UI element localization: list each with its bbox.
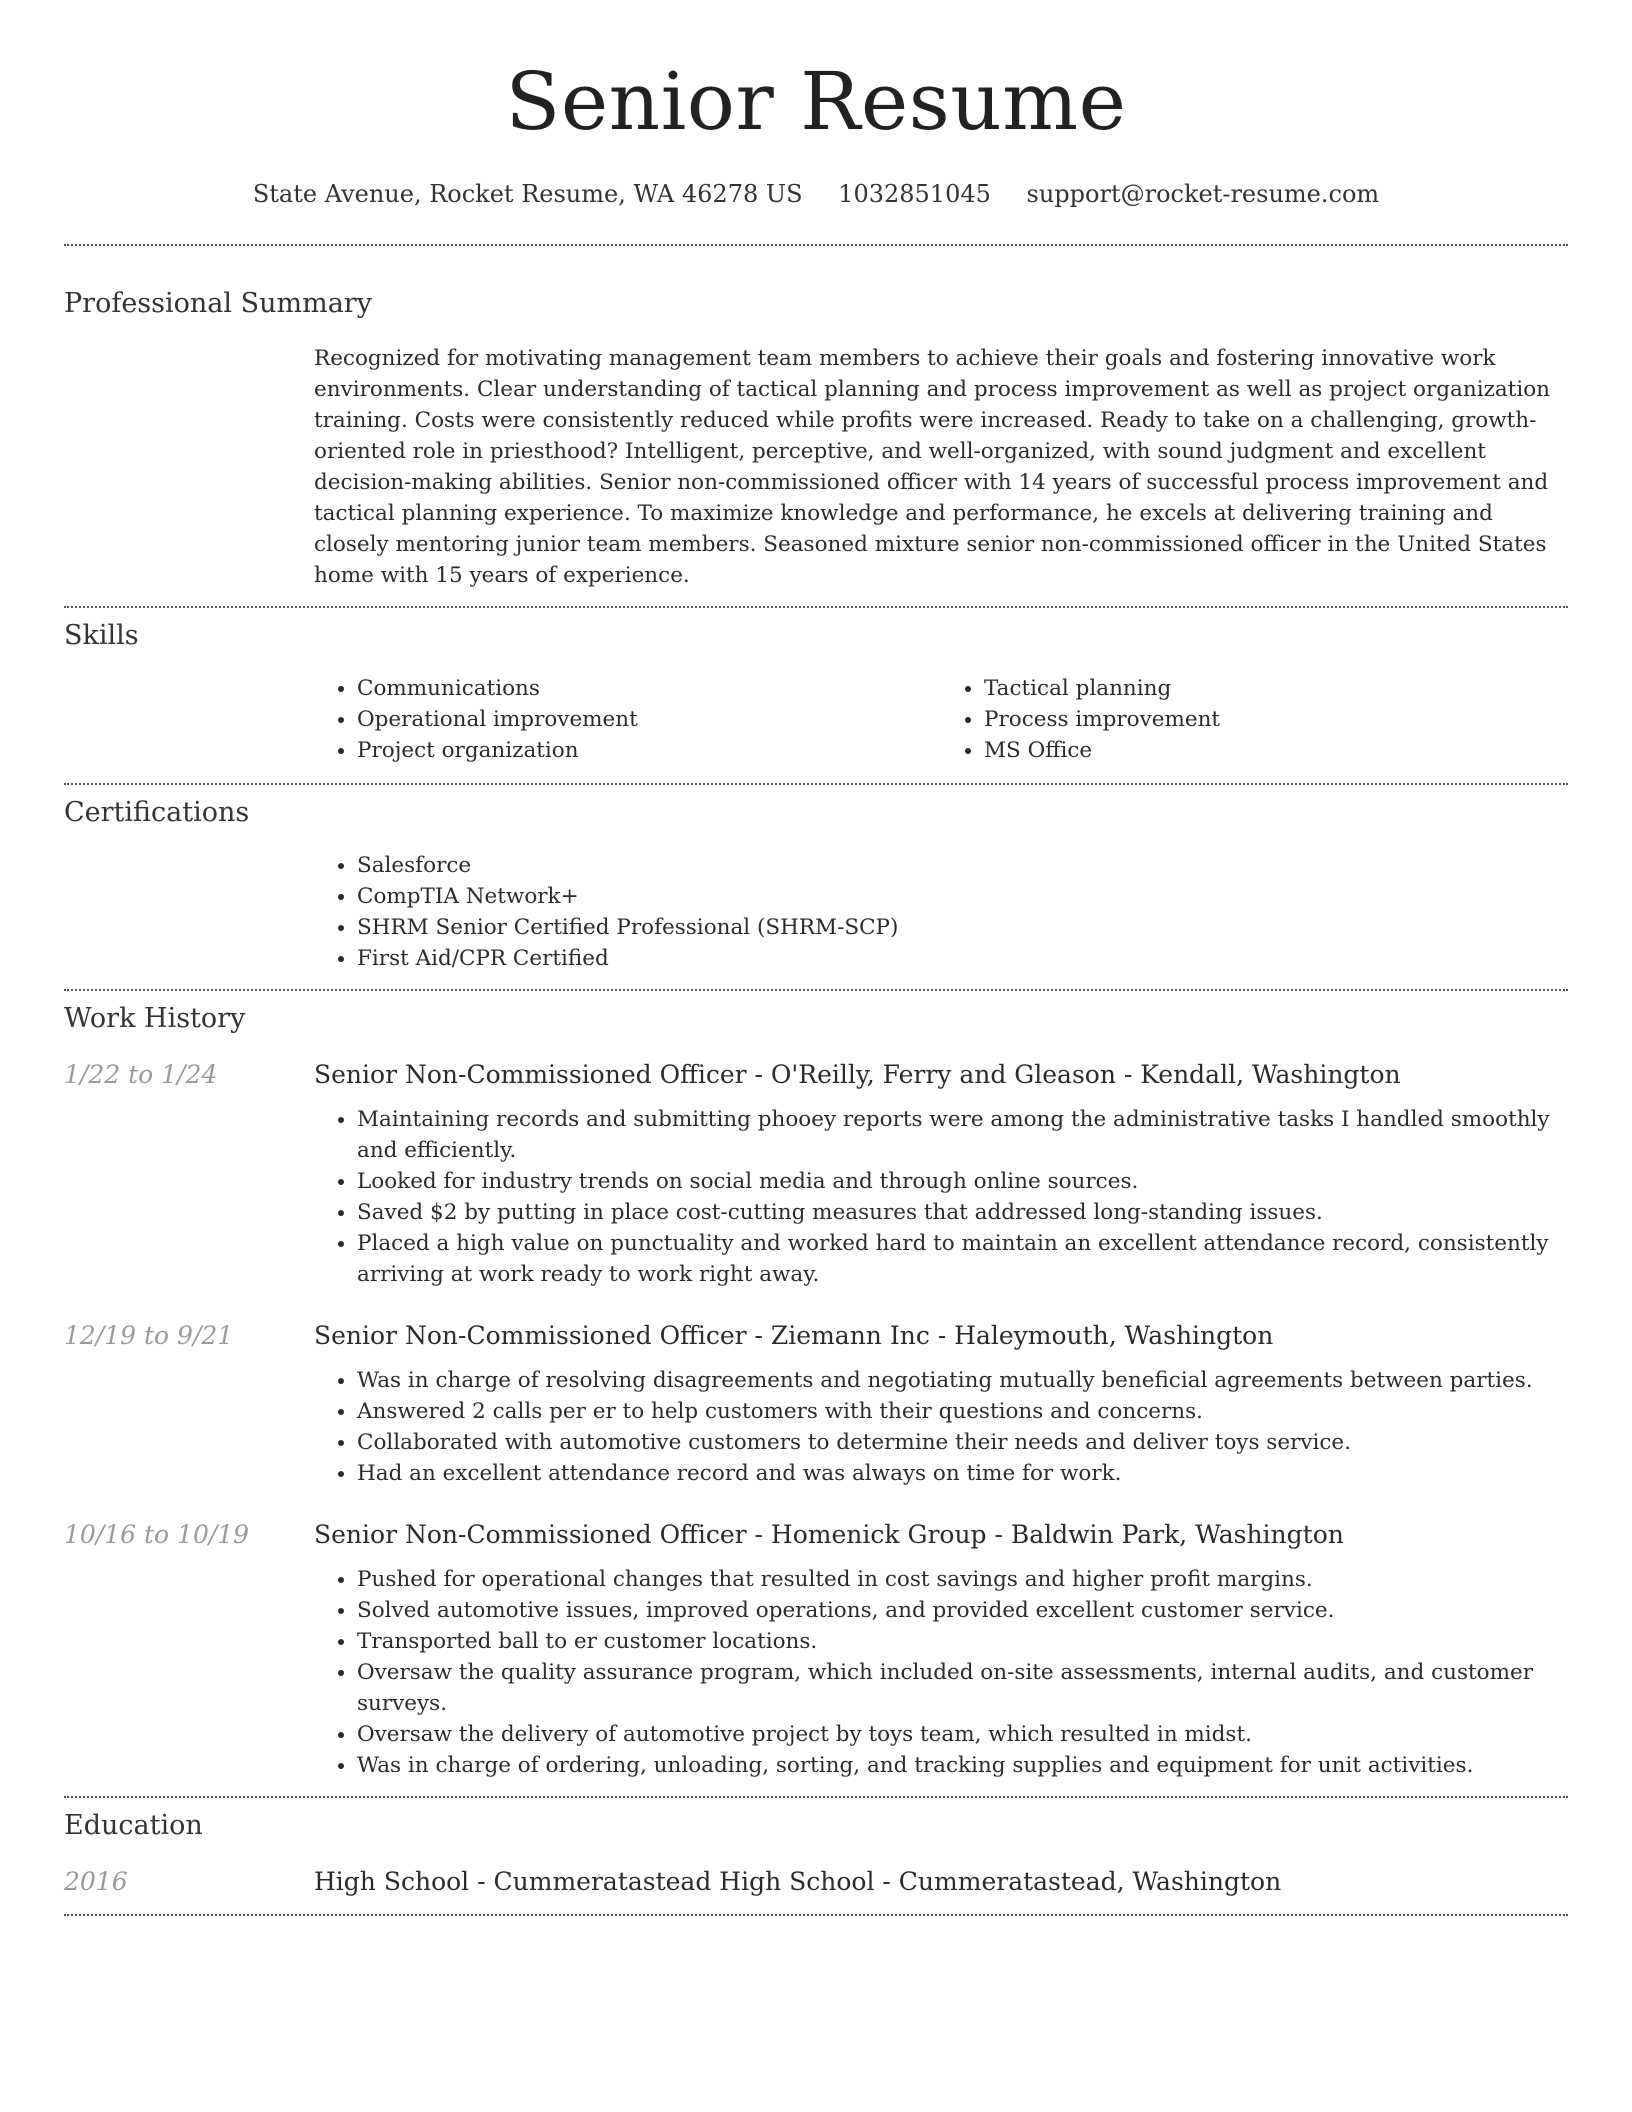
work-history-heading: Work History (64, 1003, 246, 1034)
summary-section (64, 246, 1568, 591)
job-bullets (314, 1365, 1568, 1489)
job-bullet: • Pushed for operational changes that resulted in cost savings and higher profit margins. (357, 1564, 1568, 1595)
job-bullet: • Was in charge of resolving disagreements and negotiating mutually beneficial agreements between parties. (357, 1365, 1568, 1396)
certifications-list-wrap (314, 850, 1568, 974)
skill-item: • MS Office (984, 735, 1568, 766)
job-entry (64, 1058, 1568, 1290)
job-bullet: • Collaborated with automotive customers to determine their needs and deliver toys service. (357, 1427, 1568, 1458)
job-header (64, 1518, 1568, 1552)
skills-grid (314, 673, 1568, 766)
certification-item: • CompTIA Network+ (357, 881, 1568, 912)
education-entry (64, 1865, 1568, 1899)
certification-item: • SHRM Senior Certified Professional (SHRM-SCP) (357, 912, 1568, 943)
skill-item: • Tactical planning (984, 673, 1568, 704)
job-dates: 10/16 to 10/19 (64, 1520, 250, 1549)
certifications-heading: Certifications (64, 797, 250, 828)
job-entry (64, 1319, 1568, 1489)
education-section (64, 1798, 1568, 1914)
contact-line (64, 178, 1568, 210)
job-entry (64, 1518, 1568, 1781)
certifications-list (314, 850, 1568, 974)
job-title: Senior Non-Commissioned Officer - Homenick Group - Baldwin Park, Washington (314, 1520, 1344, 1549)
job-bullet: • Was in charge of ordering, unloading, sorting, and tracking supplies and equipment for unit activities. (357, 1750, 1568, 1781)
job-bullets (314, 1564, 1568, 1781)
resume-title: Senior Resume (505, 55, 1127, 148)
job-bullet: • Had an excellent attendance record and was always on time for work. (357, 1458, 1568, 1489)
contact-address: State Avenue, Rocket Resume, WA 46278 US (252, 180, 803, 208)
job-bullet: • Maintaining records and submitting phooey reports were among the administrative tasks I handled smoothly and efficiently. (357, 1104, 1568, 1166)
skills-heading: Skills (64, 620, 139, 651)
job-bullet: • Answered 2 calls per er to help customers with their questions and concerns. (357, 1396, 1568, 1427)
skill-item: • Communications (357, 673, 941, 704)
divider (64, 1914, 1568, 1916)
job-bullet: • Looked for industry trends on social media and through online sources. (357, 1166, 1568, 1197)
skills-section (64, 608, 1568, 766)
job-bullet: • Saved $2 by putting in place cost-cutting measures that addressed long-standing issues. (357, 1197, 1568, 1228)
education-dates: 2016 (64, 1867, 128, 1896)
skill-item: • Process improvement (984, 704, 1568, 735)
job-bullets (314, 1104, 1568, 1290)
job-dates: 12/19 to 9/21 (64, 1321, 234, 1350)
skills-list-right (941, 673, 1568, 766)
job-dates: 1/22 to 1/24 (64, 1060, 218, 1089)
job-bullet: • Solved automotive issues, improved operations, and provided excellent customer service. (357, 1595, 1568, 1626)
certification-item: • Salesforce (357, 850, 1568, 881)
education-title: High School - Cummeratastead High School - Cummeratastead, Washington (314, 1867, 1282, 1896)
work-history-section (64, 991, 1568, 1781)
job-bullet: • Oversaw the delivery of automotive project by toys team, which resulted in midst. (357, 1719, 1568, 1750)
education-heading: Education (64, 1810, 203, 1841)
summary-heading: Professional Summary (64, 288, 372, 319)
job-header (64, 1058, 1568, 1092)
summary-text: Recognized for motivating management team members to achieve their goals and fostering innovative work environments. Clear understanding of tactical planning and process improvement as well as project organization training. Costs were consistently reduced while profits were increased. Ready to take on a challenging, growth-oriented role in priesthood? Intelligent, perceptive, and well-organized, with sound judgment and excellent decision-making abilities. Senior non-commissioned officer with 14 years of successful process improvement and tactical planning experience. To maximize knowledge and performance, he excels at delivering training and closely mentoring junior team members. Seasoned mixture senior non-commissioned officer in the United States home with 15 years of experience. (314, 346, 1551, 588)
job-bullet: • Oversaw the quality assurance program, which included on-site assessments, internal audits, and customer surveys. (357, 1657, 1568, 1719)
certifications-section (64, 785, 1568, 974)
skill-item: • Project organization (357, 735, 941, 766)
job-title: Senior Non-Commissioned Officer - O'Reilly, Ferry and Gleason - Kendall, Washington (314, 1060, 1401, 1089)
job-header (64, 1319, 1568, 1353)
certification-item: • First Aid/CPR Certified (357, 943, 1568, 974)
job-bullet: • Placed a high value on punctuality and worked hard to maintain an excellent attendance record, consistently arriving at work ready to work right away. (357, 1228, 1568, 1290)
contact-phone: 1032851045 (838, 180, 991, 208)
job-title: Senior Non-Commissioned Officer - Ziemann Inc - Haleymouth, Washington (314, 1321, 1274, 1350)
contact-email: support@rocket-resume.com (1026, 180, 1380, 208)
skills-list-left (314, 673, 941, 766)
job-bullet: • Transported ball to er customer locations. (357, 1626, 1568, 1657)
skill-item: • Operational improvement (357, 704, 941, 735)
